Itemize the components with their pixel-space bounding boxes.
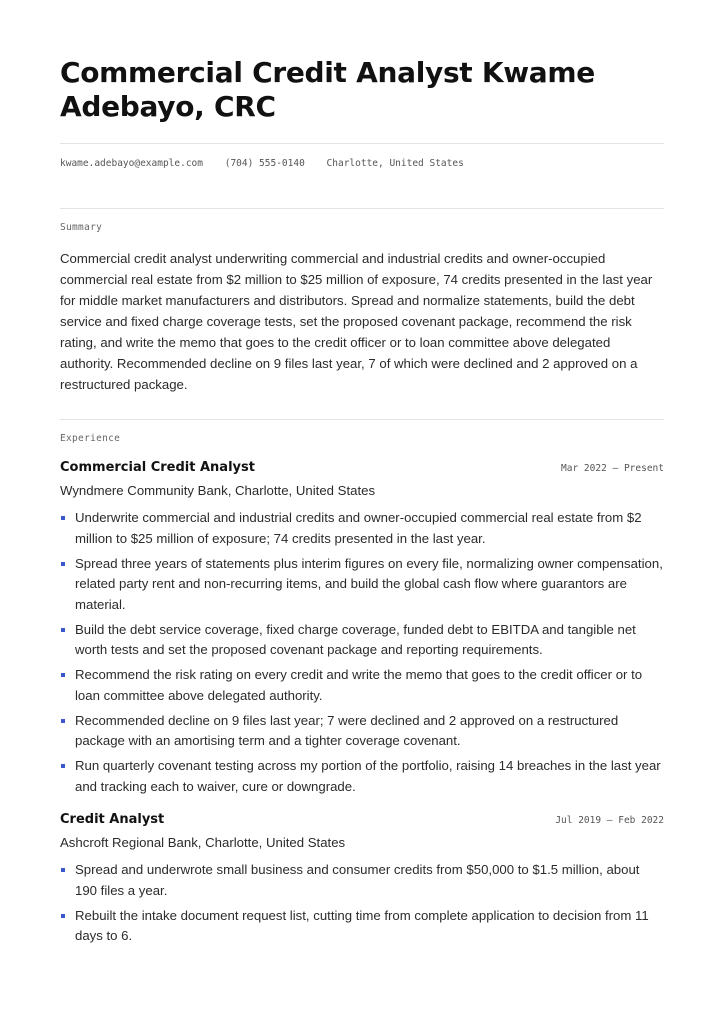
summary-text: Commercial credit analyst underwriting commercial and industrial credits and owner-occupied commercial real estate from $2 million to $25 million of exposure, 74 credits presented in the last year for middle market manufacturers and distributors. Spread and normalize statements, build the debt service and fixed charge coverage tests, set the proposed covenant package, recommend the risk rating, and write the memo that goes to the credit officer or to loan committee above delegated authority. Recommended decline on 9 files last year, 7 of which were declined and 2 approved on a restructured package. — [60, 251, 653, 392]
bullet-square-icon — [61, 673, 65, 677]
contact-phone[interactable]: (704) 555-0140 — [224, 158, 305, 169]
bullet-square-icon — [61, 562, 65, 566]
summary-label: Summary — [60, 222, 103, 233]
bullet-square-icon — [61, 516, 65, 520]
resume-name-heading: Commercial Credit Analyst Kwame Adebayo, CRC — [60, 56, 595, 123]
job-bullet: Underwrite commercial and industrial credits and owner-occupied commercial real estate from $2 million to $25 million of exposure; 74 credits presented in the last year. — [60, 508, 664, 549]
contact-location: Charlotte, United States — [326, 158, 464, 169]
job-organization: Wyndmere Community Bank, Charlotte, United States — [60, 483, 376, 498]
job-bullet: Rebuilt the intake document request list, cutting time from complete application to decision from 11 days to 6. — [60, 906, 664, 947]
job-dates: Mar 2022 — Present — [561, 463, 664, 474]
job-bullet-list — [60, 860, 664, 947]
experience-label: Experience — [60, 433, 121, 444]
bullet-square-icon — [61, 628, 65, 632]
job-header — [60, 460, 664, 480]
job-title: Credit Analyst — [60, 812, 165, 827]
job-bullet: Recommend the risk rating on every credit and write the memo that goes to the credit officer or to loan committee above delegated authority. — [60, 665, 664, 706]
divider — [60, 208, 664, 209]
divider — [60, 419, 664, 420]
bullet-square-icon — [61, 868, 65, 872]
contact-email[interactable]: kwame.adebayo@example.com — [60, 158, 203, 169]
job-entry — [60, 460, 664, 802]
bullet-square-icon — [61, 764, 65, 768]
job-bullet-list — [60, 508, 664, 797]
job-bullet: Recommended decline on 9 files last year; 7 were declined and 2 approved on a restructured package with an amortising term and a tighter coverage covenant. — [60, 711, 664, 752]
job-bullet: Spread three years of statements plus interim figures on every file, normalizing owner compensation, related party rent and non-recurring items, and build the global cash flow where guarantors are material. — [60, 554, 664, 616]
bullet-square-icon — [61, 719, 65, 723]
contact-line — [60, 158, 664, 169]
job-bullet: Run quarterly covenant testing across my portion of the portfolio, raising 14 breaches in the last year and tracking each to waiver, cure or downgrade. — [60, 756, 664, 797]
job-dates: Jul 2019 — Feb 2022 — [555, 815, 664, 826]
divider — [60, 143, 664, 144]
job-organization: Ashcroft Regional Bank, Charlotte, United States — [60, 835, 346, 850]
job-bullet: Build the debt service coverage, fixed charge coverage, funded debt to EBITDA and tangible net worth tests and set the proposed covenant package and reporting requirements. — [60, 620, 664, 661]
job-title: Commercial Credit Analyst — [60, 460, 255, 475]
job-bullet: Spread and underwrote small business and consumer credits from $50,000 to $1.5 million, about 190 files a year. — [60, 860, 664, 901]
bullet-square-icon — [61, 914, 65, 918]
job-header — [60, 812, 664, 832]
job-entry — [60, 812, 664, 951]
